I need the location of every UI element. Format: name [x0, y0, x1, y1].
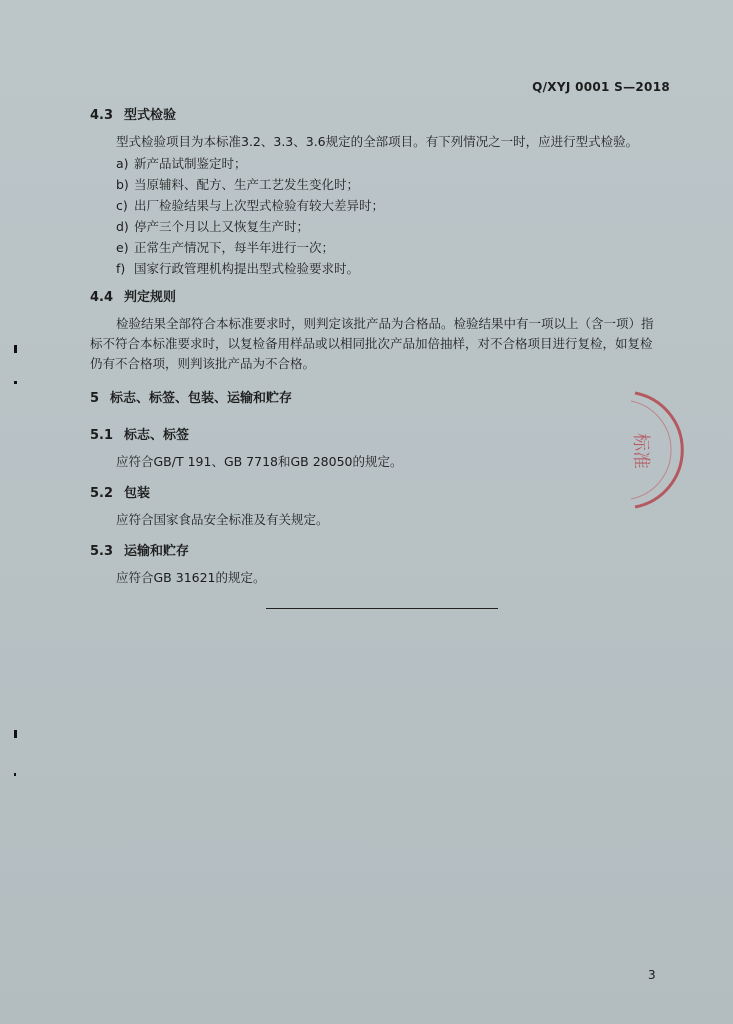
scan-speck: [14, 381, 17, 384]
seal-text: 标准: [630, 433, 651, 469]
list-item: e) 正常生产情况下，每半年进行一次；: [116, 240, 335, 255]
section-number: 5.3: [90, 544, 114, 559]
section-4-4-line: 标不符合本标准要求时，以复检备用样品或以相同批次产品加倍抽样，对不合格项目进行复检，如复检: [90, 336, 653, 351]
section-number: 5.2: [90, 486, 114, 501]
section-number: 4.3: [90, 108, 114, 123]
section-number: 5.1: [90, 428, 114, 443]
section-title: 标志、标签、包装、运输和贮存: [110, 391, 293, 406]
section-4-4-line: 仍有不合格项，则判该批产品为不合格。: [90, 356, 316, 371]
section-title: 包装: [124, 486, 151, 501]
section-number: 5: [90, 391, 100, 406]
section-title: 型式检验: [124, 108, 177, 123]
section-5-heading: [90, 387, 292, 406]
standard-code: Q/XYJ 0001 S—2018: [532, 80, 670, 94]
scan-speck: [14, 773, 16, 776]
scan-speck: [14, 345, 17, 353]
section-5-2-text: 应符合国家食品安全标准及有关规定。: [116, 512, 329, 527]
section-number: 4.4: [90, 290, 114, 305]
end-rule: [266, 608, 498, 609]
section-5-2-heading: [90, 482, 150, 501]
page-number: 3: [648, 968, 656, 982]
seal-stamp: [605, 385, 685, 515]
section-5-3-text: 应符合GB 31621的规定。: [116, 570, 266, 585]
section-title: 运输和贮存: [124, 544, 190, 559]
scan-speck: [14, 730, 17, 738]
section-4-4-line: 检验结果全部符合本标准要求时，则判定该批产品为合格品。检验结果中有一项以上（含一项）指: [116, 316, 654, 331]
section-5-1-text: 应符合GB/T 191、GB 7718和GB 28050的规定。: [116, 454, 403, 469]
section-4-3-heading: [90, 104, 176, 123]
section-4-3-intro: 型式检验项目为本标准3.2、3.3、3.6规定的全部项目。有下列情况之一时，应进行型式检验。: [116, 134, 639, 149]
section-5-1-heading: [90, 424, 189, 443]
list-item: f) 国家行政管理机构提出型式检验要求时。: [116, 261, 360, 276]
list-item: a) 新产品试制鉴定时；: [116, 156, 247, 171]
section-title: 判定规则: [124, 290, 177, 305]
section-4-4-heading: [90, 286, 176, 305]
list-item: c) 出厂检验结果与上次型式检验有较大差异时；: [116, 198, 385, 213]
section-title: 标志、标签: [124, 428, 190, 443]
section-5-3-heading: [90, 540, 189, 559]
list-item: d) 停产三个月以上又恢复生产时；: [116, 219, 310, 234]
list-item: b) 当原辅料、配方、生产工艺发生变化时；: [116, 177, 360, 192]
